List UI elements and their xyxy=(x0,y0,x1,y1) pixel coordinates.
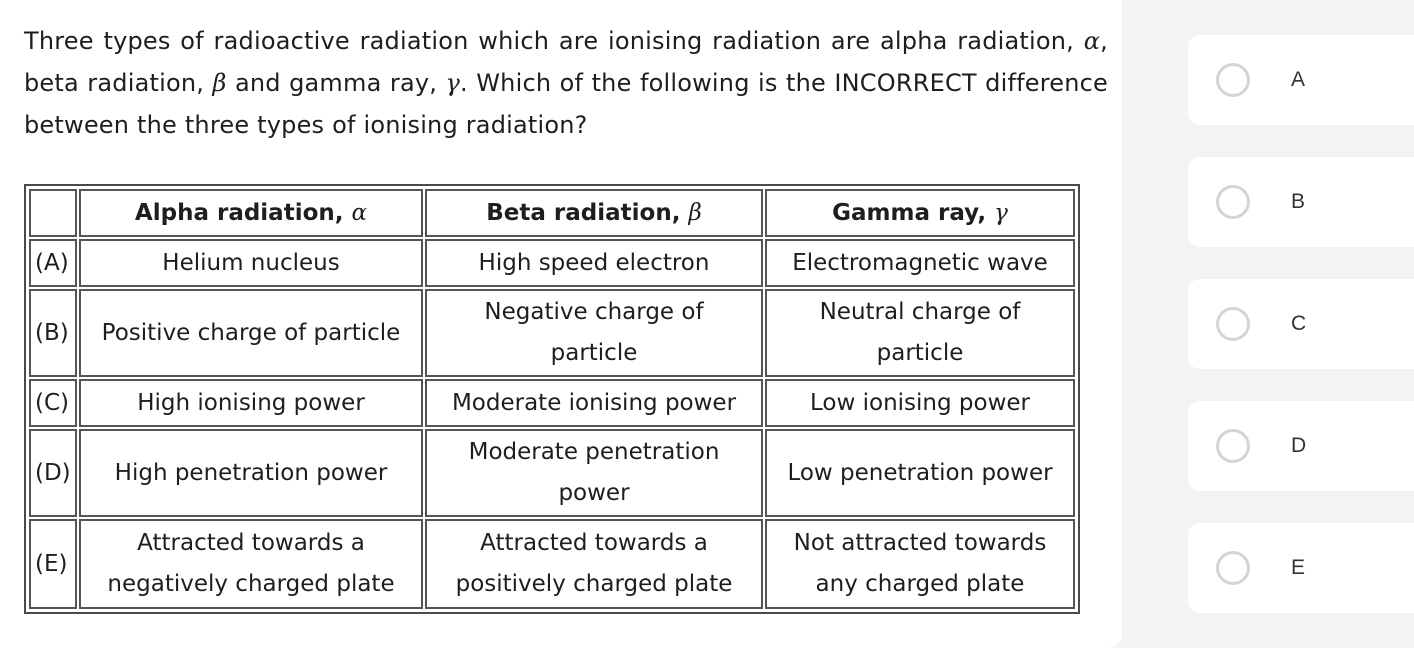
radiation-table-wrapper xyxy=(24,184,1080,614)
table-row xyxy=(29,379,1075,427)
option-a[interactable] xyxy=(1188,35,1414,125)
cell-text-line: Electromagnetic wave xyxy=(792,249,1048,276)
option-label: D xyxy=(1291,434,1307,457)
cell-beta xyxy=(425,519,763,609)
cell-beta xyxy=(425,239,763,287)
cell-text-line: particle xyxy=(876,340,964,366)
radio-icon[interactable] xyxy=(1216,551,1250,585)
table-header-row xyxy=(29,189,1075,237)
cell-text-line: High speed electron xyxy=(478,249,710,276)
cell-text-line: High ionising power xyxy=(137,389,365,416)
cell-text-line: positively charged plate xyxy=(455,571,733,597)
cell-text-line: Low ionising power xyxy=(810,389,1030,416)
table-row xyxy=(29,519,1075,609)
question-text-part: , beta radiation, xyxy=(24,27,1108,97)
cell-text-line: Positive charge of particle xyxy=(101,319,401,346)
radio-icon[interactable] xyxy=(1216,63,1250,97)
cell-gamma xyxy=(765,289,1075,377)
header-alpha: Alpha radiation, α xyxy=(79,189,423,237)
question-text xyxy=(24,20,1108,146)
question-text-part: Three types of radioactive radiation which are ionising radiation are alpha radiation, xyxy=(24,27,1084,55)
row-label: (B) xyxy=(29,289,77,377)
option-c[interactable] xyxy=(1188,279,1414,369)
radio-icon[interactable] xyxy=(1216,429,1250,463)
header-beta: Beta radiation, β xyxy=(425,189,763,237)
question-text-part: and gamma ray, xyxy=(226,69,446,97)
cell-gamma xyxy=(765,429,1075,517)
radio-icon[interactable] xyxy=(1216,307,1250,341)
cell-gamma xyxy=(765,519,1075,609)
cell-beta xyxy=(425,289,763,377)
question-text-part: . Which of the following is the INCORRECT difference between the three types of ionising radiation? xyxy=(24,69,1108,139)
cell-text-line: power xyxy=(558,480,630,506)
cell-text-line: any charged plate xyxy=(815,571,1025,597)
cell-alpha xyxy=(79,289,423,377)
table-row xyxy=(29,239,1075,287)
option-d[interactable] xyxy=(1188,401,1414,491)
cell-text-line: Moderate penetration xyxy=(468,439,720,465)
cell-text-line: Negative charge of xyxy=(484,299,704,325)
row-label: (E) xyxy=(29,519,77,609)
row-label: (C) xyxy=(29,379,77,427)
header-gamma: Gamma ray, γ xyxy=(765,189,1075,237)
cell-text-line: Moderate ionising power xyxy=(451,389,737,416)
row-label: (A) xyxy=(29,239,77,287)
cell-alpha xyxy=(79,429,423,517)
cell-text-line: Attracted towards a xyxy=(480,530,708,556)
option-b[interactable] xyxy=(1188,157,1414,247)
cell-text-line: Helium nucleus xyxy=(162,249,340,276)
cell-text-line: High penetration power xyxy=(114,459,388,486)
cell-beta xyxy=(425,379,763,427)
cell-alpha xyxy=(79,239,423,287)
cell-text-line: Attracted towards a xyxy=(137,530,365,556)
option-label: B xyxy=(1291,190,1306,213)
cell-text-line: particle xyxy=(550,340,638,366)
cell-text-line: negatively charged plate xyxy=(107,571,395,597)
radio-icon[interactable] xyxy=(1216,185,1250,219)
table-row xyxy=(29,289,1075,377)
alpha-symbol: α xyxy=(1083,27,1101,55)
cell-beta xyxy=(425,429,763,517)
cell-alpha xyxy=(79,519,423,609)
cell-gamma xyxy=(765,239,1075,287)
cell-text-line: Low penetration power xyxy=(787,459,1053,486)
row-label: (D) xyxy=(29,429,77,517)
option-label: A xyxy=(1291,68,1306,91)
option-e[interactable] xyxy=(1188,523,1414,613)
option-label: C xyxy=(1291,312,1307,335)
cell-alpha xyxy=(79,379,423,427)
cell-gamma xyxy=(765,379,1075,427)
table-row xyxy=(29,429,1075,517)
gamma-symbol: γ xyxy=(445,69,461,97)
option-label: E xyxy=(1291,556,1306,579)
header-empty-cell xyxy=(29,189,77,237)
cell-text-line: Neutral charge of xyxy=(819,299,1021,325)
beta-symbol: β xyxy=(212,69,227,97)
cell-text-line: Not attracted towards xyxy=(793,530,1047,556)
radiation-table xyxy=(27,187,1077,611)
